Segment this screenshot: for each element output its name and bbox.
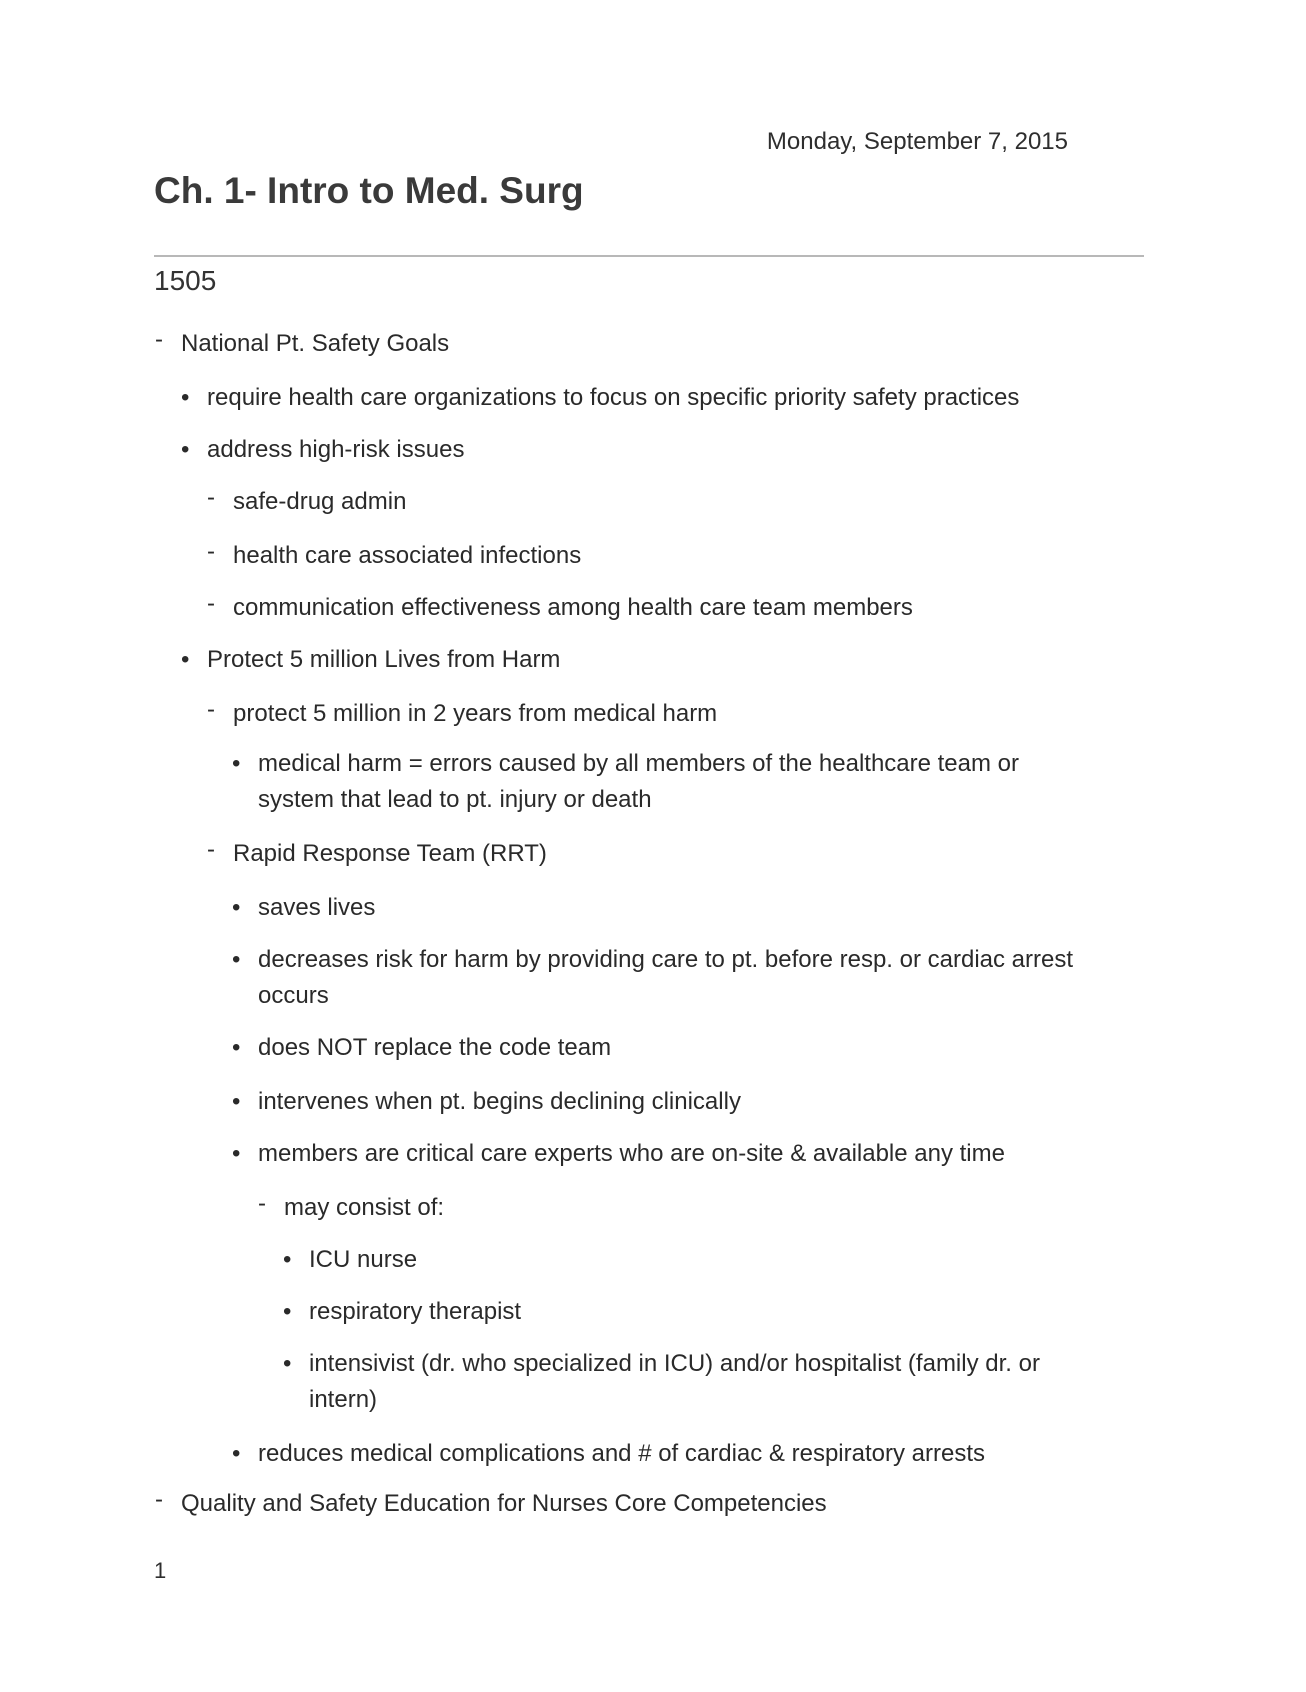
outline-item xyxy=(207,484,1133,520)
section-heading: 1505 xyxy=(154,265,217,296)
outline-item xyxy=(181,432,1137,468)
outline-item xyxy=(155,1486,1131,1522)
outline-item xyxy=(155,326,1131,362)
bullet-marker: • xyxy=(181,646,190,673)
outline-item xyxy=(207,836,1133,872)
outline-item-text: reduces medical complications and # of cardiac & respiratory arrests xyxy=(258,1440,985,1467)
outline-item-text: Protect 5 million Lives from Harm xyxy=(207,646,561,673)
outline-item-text: decreases risk for harm by providing care to pt. before resp. or cardiac arrest occurs xyxy=(258,946,1074,1009)
outline-item-text: protect 5 million in 2 years from medical harm xyxy=(233,700,718,727)
outline-item xyxy=(181,642,1137,678)
outline-item-text: medical harm = errors caused by all members of the healthcare team or system that lead to pt. injury or death xyxy=(258,750,1020,813)
outline-item xyxy=(207,590,1133,626)
outline-item xyxy=(207,538,1133,574)
outline-item-text: intervenes when pt. begins declining clinically xyxy=(258,1088,741,1115)
outline-item-text: intensivist (dr. who specialized in ICU) and/or hospitalist (family dr. or intern) xyxy=(309,1350,1040,1413)
title-divider xyxy=(154,255,1144,257)
dash-marker: - xyxy=(207,538,215,565)
outline-item xyxy=(232,1030,1128,1066)
outline-item-text: Rapid Response Team (RRT) xyxy=(233,840,547,867)
outline-item xyxy=(283,1346,1099,1418)
outline-item-text: respiratory therapist xyxy=(309,1298,522,1325)
outline-item-text: communication effectiveness among health care team members xyxy=(233,594,913,621)
bullet-marker: • xyxy=(232,946,241,973)
bullet-marker: • xyxy=(283,1298,292,1325)
dash-marker: - xyxy=(155,1486,163,1513)
outline-item-text: ICU nurse xyxy=(309,1246,418,1273)
outline-item-text: members are critical care experts who are on-site & available any time xyxy=(258,1140,1005,1167)
document-title: Ch. 1- Intro to Med. Surg xyxy=(154,170,584,211)
outline-item xyxy=(232,1436,1138,1472)
bullet-marker: • xyxy=(283,1350,292,1377)
bullet-marker: • xyxy=(232,1088,241,1115)
dash-marker: - xyxy=(258,1190,266,1217)
outline-item xyxy=(232,1084,1128,1120)
bullet-marker: • xyxy=(232,894,241,921)
bullet-marker: • xyxy=(232,750,241,777)
page-number: 1 xyxy=(154,1558,167,1583)
bullet-marker: • xyxy=(181,436,190,463)
outline-item xyxy=(258,1190,1124,1226)
outline-item xyxy=(181,380,1137,416)
outline-item-text: may consist of: xyxy=(284,1194,445,1221)
outline-item xyxy=(232,746,1088,818)
outline-item-text: safe-drug admin xyxy=(233,488,407,515)
outline-item xyxy=(207,696,1133,732)
bullet-marker: • xyxy=(232,1034,241,1061)
outline-item xyxy=(232,942,1138,1014)
outline-item-text: require health care organizations to focus on specific priority safety practices xyxy=(207,384,1020,411)
bullet-marker: • xyxy=(232,1140,241,1167)
outline-item-text: Quality and Safety Education for Nurses Core Competencies xyxy=(181,1490,827,1517)
bullet-marker: • xyxy=(283,1246,292,1273)
outline-item-text: National Pt. Safety Goals xyxy=(181,330,450,357)
dash-marker: - xyxy=(207,696,215,723)
outline-item xyxy=(232,1136,1128,1172)
outline-item xyxy=(283,1294,1119,1330)
outline-item-text: saves lives xyxy=(258,894,376,921)
bullet-marker: • xyxy=(232,1440,241,1467)
outline-item-text: health care associated infections xyxy=(233,542,582,569)
outline-item xyxy=(283,1242,1119,1278)
outline-item-text: does NOT replace the code team xyxy=(258,1034,612,1061)
dash-marker: - xyxy=(207,836,215,863)
dash-marker: - xyxy=(207,590,215,617)
dash-marker: - xyxy=(155,326,163,353)
bullet-marker: • xyxy=(181,384,190,411)
dash-marker: - xyxy=(207,484,215,511)
document-date: Monday, September 7, 2015 xyxy=(766,128,1068,155)
outline-item-text: address high-risk issues xyxy=(207,436,465,463)
outline-item xyxy=(232,890,1128,926)
